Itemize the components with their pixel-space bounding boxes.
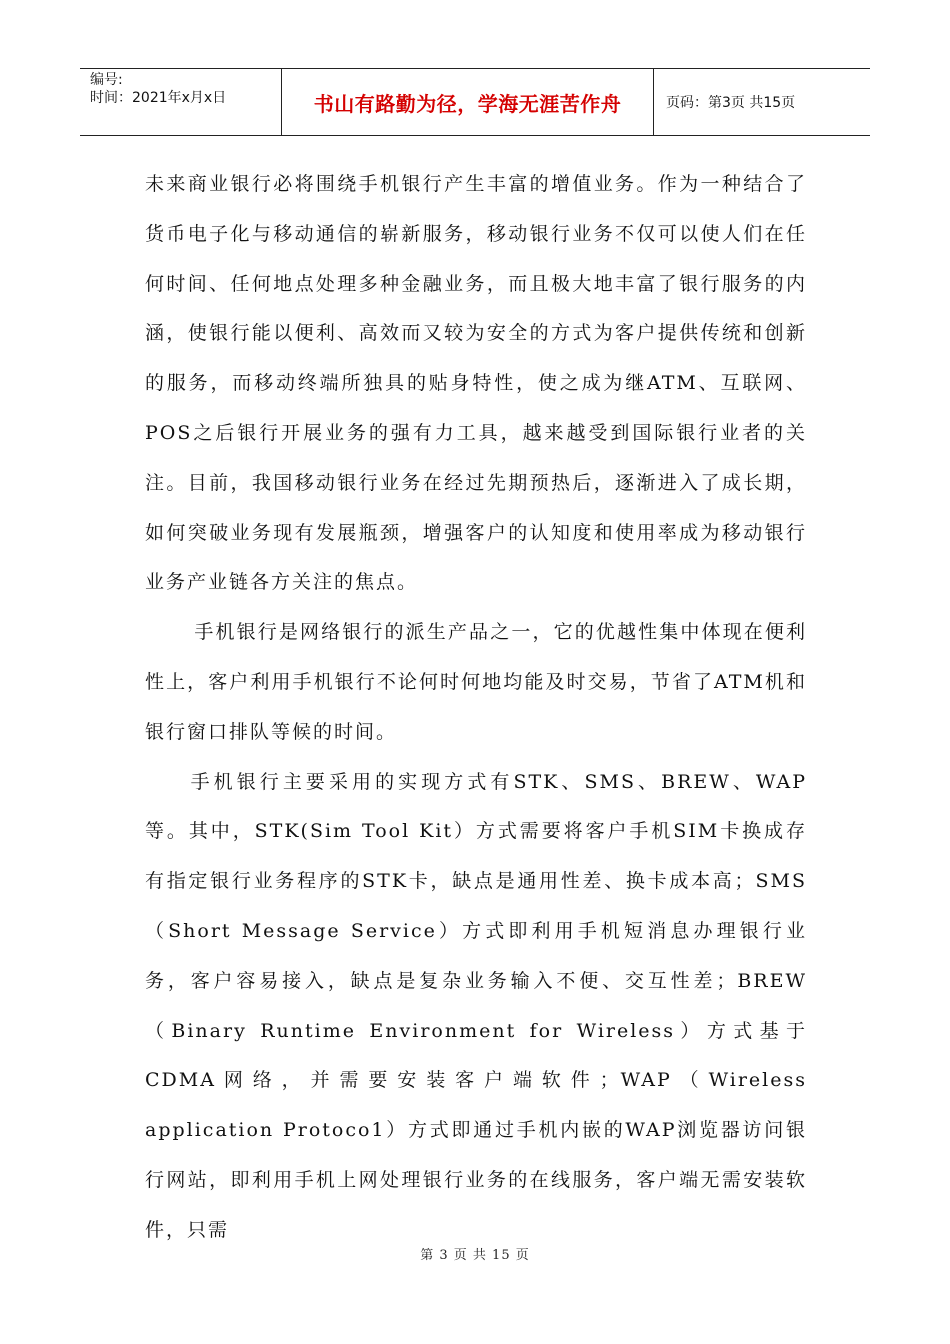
header-page-cell [654, 69, 870, 135]
header-motto-cell [282, 69, 654, 135]
header-meta-cell [80, 69, 282, 135]
paragraph: 手机银行主要采用的实现方式有STK、SMS、BREW、WAP等。其中，STK(Sim Tool Kit）方式需要将客户手机SIM卡换成存有指定银行业务程序的STK卡，缺点是通用性差、换卡成本高；SMS（Short Message Service）方式即利用手机短消息办理银行业务，客户容易接入，缺点是复杂业务输入不便、交互性差；BREW（Binary Runtime Environment for Wireless）方式基于CDMA网络，并需要安装客户端软件；WAP（Wireless application Protoco1）方式即通过手机内嵌的WAP浏览器访问银行网站，即利用手机上网处理银行业务的在线服务，客户端无需安装软件，只需 [145, 770, 807, 1241]
page-header [80, 68, 870, 136]
paragraph: 未来商业银行必将围绕手机银行产生丰富的增值业务。作为一种结合了货币电子化与移动通信的崭新服务，移动银行业务不仅可以使人们在任何时间、任何地点处理多种金融业务，而且极大地丰富了银行服务的内涵，使银行能以便利、高效而又较为安全的方式为客户提供传统和创新的服务，而移动终端所独具的贴身特性，使之成为继ATM、互联网、POS之后银行开展业务的强有力工具，越来越受到国际银行业者的关注。目前，我国移动银行业务在经过先期预热后，逐渐进入了成长期，如何突破业务现有发展瓶颈，增强客户的认知度和使用率成为移动银行业务产业链各方关注的焦点。 [145, 173, 807, 594]
date-label: 时间：2021年x月x日 [90, 90, 227, 106]
document-body [145, 160, 807, 1256]
header-page-number: 页码：第3页 共15页 [666, 95, 796, 111]
page-footer: 第 3 页 共 15 页 [420, 1248, 530, 1263]
paragraph: 手机银行是网络银行的派生产品之一，它的优越性集中体现在便利性上，客户利用手机银行不论何时何地均能及时交易，节省了ATM机和银行窗口排队等候的时间。 [145, 621, 807, 743]
motto-text: 书山有路勤为径，学海无涯苦作舟 [313, 91, 622, 116]
serial-number-label: 编号: [90, 72, 123, 88]
